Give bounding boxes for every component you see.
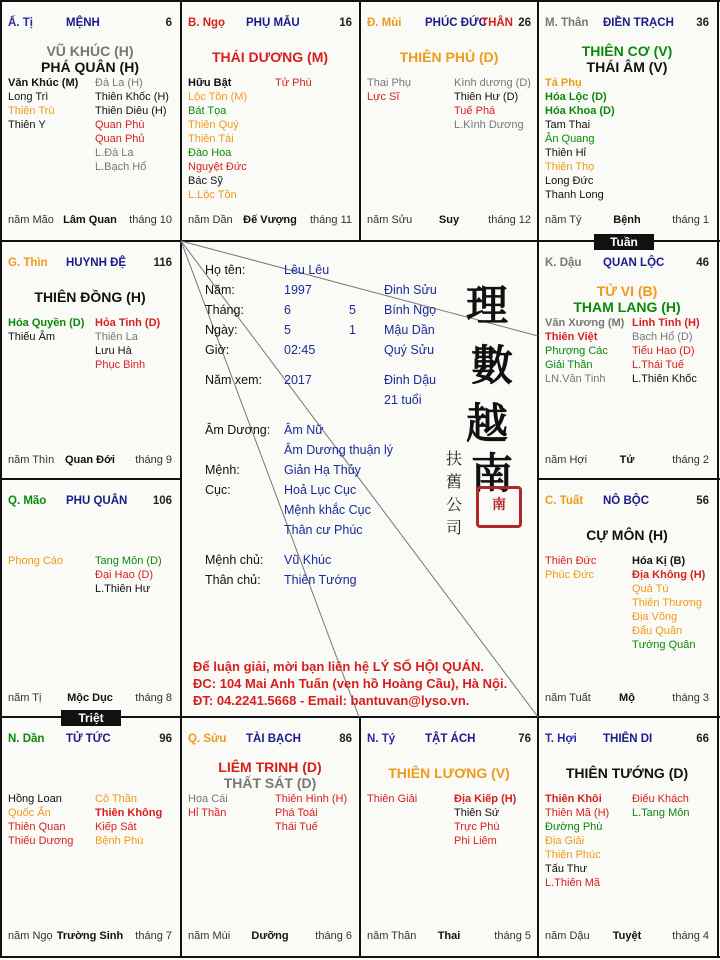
minor-star: Thái Tuế bbox=[275, 821, 318, 833]
minor-star: Phục Binh bbox=[95, 359, 146, 371]
minor-star: Thiên Thương bbox=[632, 597, 703, 609]
minor-star: Tuế Phá bbox=[454, 105, 496, 117]
luu-nien-year: năm Thân bbox=[367, 930, 417, 942]
cuc-label: Cục: bbox=[205, 483, 231, 497]
luu-nien-year: năm Dần bbox=[188, 214, 233, 226]
main-star: THÁI DƯƠNG (M) bbox=[211, 49, 329, 65]
nam-xem-value: 2017 bbox=[284, 373, 312, 387]
minor-star: Nguyệt Đức bbox=[188, 161, 247, 173]
palace-can-chi: Đ. Mùi bbox=[367, 17, 402, 29]
truong-sinh-stage: Đế Vượng bbox=[243, 214, 297, 226]
palace-age-number: 46 bbox=[696, 257, 709, 269]
minor-star: Hỏa Tinh (D) bbox=[95, 317, 161, 329]
truong-sinh-stage: Trường Sinh bbox=[56, 930, 124, 942]
red-seal-stamp: 南 bbox=[476, 486, 522, 528]
minor-star: L.Thái Tuế bbox=[632, 359, 684, 371]
truong-sinh-stage: Suy bbox=[438, 214, 460, 226]
logo-sub-char: 舊 bbox=[446, 472, 463, 491]
minor-star: Địa Giải bbox=[545, 835, 585, 847]
minor-star: Tang Môn (D) bbox=[95, 555, 162, 567]
main-star: THẤT SÁT (D) bbox=[223, 775, 317, 791]
palace-can-chi: N. Dần bbox=[8, 733, 45, 745]
minor-star: Long Trì bbox=[8, 91, 49, 103]
minor-star: Thiên Y bbox=[8, 119, 46, 131]
minor-star: Quan Phủ bbox=[95, 133, 145, 145]
palace-name: ĐIỀN TRẠCH bbox=[603, 17, 674, 29]
main-star: THIÊN TƯỚNG (D) bbox=[565, 765, 689, 781]
main-star: CỰ MÔN (H) bbox=[586, 527, 668, 543]
luu-nien-year: năm Thìn bbox=[8, 454, 55, 466]
menh-value: Giản Hạ Thủy bbox=[284, 463, 361, 477]
truong-sinh-stage: Tuyệt bbox=[612, 930, 642, 942]
minor-star: Kình dương (D) bbox=[454, 77, 531, 89]
palace-name: TẬT ÁCH bbox=[425, 733, 476, 745]
minor-star: Hồng Loan bbox=[8, 793, 62, 805]
palace-name: HUYNH ĐỆ bbox=[66, 257, 127, 269]
luu-nien-year: năm Mão bbox=[8, 214, 54, 226]
minor-star: Thiên Đức bbox=[545, 555, 597, 567]
minor-star: Cô Thần bbox=[95, 793, 137, 805]
than-chu-label: Thân chủ: bbox=[205, 573, 261, 587]
menh-label: Mệnh: bbox=[205, 463, 240, 477]
palace-name: MỆNH bbox=[66, 17, 100, 29]
than-cu-note: Thân cư Phúc bbox=[284, 523, 363, 537]
palace-age-number: 76 bbox=[518, 733, 531, 745]
minor-star: Lực Sĩ bbox=[367, 91, 400, 103]
minor-star: Đường Phù bbox=[545, 821, 603, 833]
palace-can-chi: Q. Mão bbox=[8, 495, 47, 507]
palace-age-number: 116 bbox=[153, 257, 172, 269]
main-star: THÁI ÂM (V) bbox=[586, 59, 668, 75]
minor-star: L.Đà La bbox=[95, 147, 134, 159]
am-duong-label: Âm Dương: bbox=[205, 423, 271, 437]
cuc-value: Hoả Lục Cục bbox=[284, 483, 357, 497]
nam-xem-label: Năm xem: bbox=[205, 373, 262, 387]
ho-ten-label: Họ tên: bbox=[205, 263, 246, 277]
logo-char: 越 bbox=[466, 399, 509, 448]
menh-chu-label: Mệnh chủ: bbox=[205, 553, 264, 567]
minor-star: Thiên Diêu (H) bbox=[95, 105, 167, 117]
palace-can-chi: T. Hợi bbox=[545, 733, 577, 745]
palace-age-number: 36 bbox=[696, 17, 709, 29]
contact-line: Để luận giải, mời bạn liên hệ LÝ SỐ HỘI QUÁN. bbox=[193, 659, 484, 674]
ngay-can-chi: Mậu Dần bbox=[384, 323, 435, 337]
nguyet-han-month: tháng 12 bbox=[488, 214, 531, 226]
minor-star: Thiên Phúc bbox=[545, 849, 601, 861]
minor-star: L.Thiên Khốc bbox=[632, 373, 697, 385]
logo-char: 南 bbox=[471, 449, 514, 498]
minor-star: Thiên Khốc (H) bbox=[95, 91, 169, 103]
truong-sinh-stage: Thai bbox=[437, 930, 461, 942]
thang-label: Tháng: bbox=[205, 303, 244, 317]
truong-sinh-stage: Tử bbox=[619, 454, 635, 466]
main-star: TỬ VI (B) bbox=[596, 283, 658, 299]
minor-star: Đẩu Quân bbox=[632, 625, 683, 637]
minor-star: Thiên Hình (H) bbox=[275, 793, 348, 805]
gio-value: 02:45 bbox=[284, 343, 316, 357]
palace-age-number: 56 bbox=[696, 495, 709, 507]
minor-star: Hóa Kị (B) bbox=[632, 555, 686, 567]
logo-char: 理 bbox=[466, 281, 509, 330]
minor-star: Phượng Các bbox=[545, 345, 608, 357]
main-star: LIÊM TRINH (D) bbox=[218, 759, 322, 775]
center-info bbox=[181, 241, 539, 717]
minor-star: Tướng Quân bbox=[632, 639, 696, 651]
palace-name: NÔ BỘC bbox=[603, 495, 649, 507]
minor-star: Hoa Cái bbox=[188, 793, 228, 805]
nam-value: 1997 bbox=[284, 283, 312, 297]
truong-sinh-stage: Lâm Quan bbox=[63, 214, 117, 226]
truong-sinh-stage: Dưỡng bbox=[251, 930, 289, 942]
gio-can-chi: Quý Sửu bbox=[384, 343, 435, 357]
minor-star: Địa Kiếp (H) bbox=[454, 793, 517, 805]
minor-star: Thiên Thọ bbox=[545, 161, 595, 173]
truong-sinh-stage: Mộc Dục bbox=[67, 692, 113, 704]
than-marker: THÂN bbox=[481, 17, 513, 29]
luu-nien-year: năm Tuất bbox=[545, 692, 591, 704]
minor-star: Thiên Quan bbox=[8, 821, 66, 833]
minor-star: Địa Không (H) bbox=[632, 569, 706, 581]
triet-tag: Triệt bbox=[61, 710, 121, 726]
palace-name: PHỤ MẪU bbox=[246, 17, 300, 29]
minor-star: Thiên Giải bbox=[367, 793, 418, 805]
palace-can-chi: M. Thân bbox=[545, 17, 589, 29]
minor-star: Hữu Bật bbox=[188, 77, 232, 89]
minor-star: L.Lộc Tồn bbox=[188, 189, 237, 201]
minor-star: L.Thiên Hư bbox=[95, 583, 151, 595]
logo-sub-char: 扶 bbox=[446, 449, 463, 468]
palace-age-number: 16 bbox=[339, 17, 352, 29]
minor-star: Thiếu Âm bbox=[8, 331, 56, 343]
palace-name: THIÊN DI bbox=[603, 733, 653, 745]
palace-can-chi: Ấ. Tị bbox=[8, 17, 33, 29]
minor-star: Phúc Đức bbox=[545, 569, 594, 581]
minor-star: L.Bạch Hổ bbox=[95, 161, 147, 173]
minor-star: L.Tang Môn bbox=[632, 807, 690, 819]
luu-nien-year: năm Tý bbox=[545, 214, 582, 226]
palace-name: PHU QUÂN bbox=[66, 495, 128, 507]
nam-can-chi: Đinh Sửu bbox=[384, 283, 437, 297]
nguyet-han-month: tháng 1 bbox=[672, 214, 709, 226]
thang-duong: 6 bbox=[284, 303, 291, 317]
gio-label: Giờ: bbox=[205, 343, 230, 357]
minor-star: Quan Phù bbox=[95, 119, 145, 131]
minor-star: Quả Tú bbox=[632, 583, 669, 595]
nguyet-han-month: tháng 9 bbox=[135, 454, 172, 466]
minor-star: Văn Xương (M) bbox=[545, 317, 625, 329]
minor-star: Lưu Hà bbox=[95, 345, 132, 357]
minor-star: Hóa Quyền (D) bbox=[8, 317, 85, 329]
minor-star: Thiên Hư (D) bbox=[454, 91, 519, 103]
minor-star: Thiên Hỉ bbox=[545, 147, 586, 159]
logo-char: 數 bbox=[471, 341, 514, 390]
main-star: PHÁ QUÂN (H) bbox=[41, 59, 139, 75]
palace-name: QUAN LỘC bbox=[603, 257, 665, 269]
palace-age-number: 106 bbox=[152, 495, 172, 507]
truong-sinh-stage: Mộ bbox=[619, 692, 635, 704]
minor-star: Thiếu Dương bbox=[8, 835, 74, 847]
nguyet-han-month: tháng 11 bbox=[309, 214, 352, 226]
palace-age-number: 66 bbox=[696, 733, 709, 745]
nguyet-han-month: tháng 4 bbox=[672, 930, 709, 942]
palace-can-chi: Q. Sửu bbox=[188, 733, 227, 745]
minor-star: Đại Hao (D) bbox=[95, 569, 154, 581]
minor-star: Long Đức bbox=[545, 175, 594, 187]
minor-star: Tả Phụ bbox=[545, 77, 582, 89]
minor-star: Bác Sỹ bbox=[188, 175, 223, 187]
main-star: THAM LANG (H) bbox=[573, 299, 681, 315]
palace-can-chi: C. Tuất bbox=[545, 495, 584, 507]
palace-age-number: 6 bbox=[165, 17, 172, 29]
minor-star: Đào Hoa bbox=[188, 147, 232, 159]
minor-star: Thiên Mã (H) bbox=[545, 807, 610, 819]
luu-nien-year: năm Mùi bbox=[188, 930, 231, 942]
cuc-note: Mệnh khắc Cục bbox=[284, 503, 371, 517]
nguyet-han-month: tháng 3 bbox=[672, 692, 709, 704]
minor-star: Tam Thai bbox=[545, 119, 591, 131]
thang-am: 5 bbox=[349, 303, 356, 317]
nguyet-han-month: tháng 8 bbox=[135, 692, 172, 704]
minor-star: Phong Cáo bbox=[8, 555, 64, 567]
minor-star: Thai Phụ bbox=[367, 77, 412, 89]
palace-name: TÀI BẠCH bbox=[246, 733, 301, 745]
nguyet-han-month: tháng 7 bbox=[135, 930, 172, 942]
nguyet-han-month: tháng 6 bbox=[315, 930, 352, 942]
palace-can-chi: N. Tý bbox=[367, 733, 396, 745]
address-line: ĐC: 104 Mai Anh Tuấn (ven hồ Hoàng Cầu), Hà Nội. bbox=[193, 676, 508, 691]
minor-star: Địa Võng bbox=[632, 611, 678, 623]
phone-email-line: ĐT: 04.2241.5668 - Email: bantuvan@lyso.vn. bbox=[193, 693, 470, 708]
ngay-am: 1 bbox=[349, 323, 356, 337]
palace-name: TỬ TỨC bbox=[66, 733, 111, 745]
thang-can-chi: Bính Ngọ bbox=[384, 303, 437, 317]
minor-star: Phá Toái bbox=[275, 807, 318, 819]
minor-star: L.Thiên Mã bbox=[545, 877, 601, 889]
minor-star: L.Kình Dương bbox=[454, 119, 524, 131]
luu-nien-year: năm Dậu bbox=[545, 930, 590, 942]
tuan-tag: Tuần bbox=[594, 234, 654, 250]
logo-sub-char: 公 bbox=[446, 495, 463, 514]
luu-nien-year: năm Tị bbox=[8, 692, 42, 704]
minor-star: Kiếp Sát bbox=[95, 821, 137, 833]
minor-star: Tiểu Hao (D) bbox=[632, 345, 695, 357]
main-star: THIÊN PHỦ (D) bbox=[399, 49, 499, 65]
than-chu-value: Thiên Tướng bbox=[284, 573, 357, 587]
ngay-duong: 5 bbox=[284, 323, 291, 337]
luu-nien-year: năm Ngọ bbox=[8, 930, 53, 942]
minor-star: Quốc Ấn bbox=[8, 807, 51, 819]
palace-can-chi: G. Thìn bbox=[8, 257, 48, 269]
menh-chu-value: Vũ Khúc bbox=[284, 553, 332, 567]
minor-star: Đà La (H) bbox=[95, 77, 143, 89]
minor-star: Ân Quang bbox=[545, 133, 595, 145]
minor-star: Bạch Hổ (D) bbox=[632, 331, 693, 343]
logo-sub-char: 司 bbox=[446, 518, 463, 537]
luu-nien-year: năm Hợi bbox=[545, 454, 588, 466]
minor-star: Thiên La bbox=[95, 331, 138, 343]
nam-xem-can-chi: Đinh Dậu bbox=[384, 373, 437, 387]
minor-star: Bát Tọa bbox=[188, 105, 227, 117]
minor-star: Giải Thần bbox=[545, 359, 593, 371]
truong-sinh-stage: Bệnh bbox=[613, 214, 641, 226]
minor-star: LN.Văn Tinh bbox=[545, 373, 606, 385]
minor-star: Trực Phù bbox=[454, 821, 500, 833]
main-star: THIÊN LƯƠNG (V) bbox=[388, 765, 510, 781]
minor-star: Phi Liêm bbox=[454, 835, 497, 847]
ho-ten-value: Lêu Lêu bbox=[284, 263, 330, 277]
palace-age-number: 26 bbox=[518, 17, 531, 29]
nguyet-han-month: tháng 10 bbox=[129, 214, 172, 226]
nguyet-han-month: tháng 5 bbox=[494, 930, 531, 942]
am-duong-note: Âm Dương thuận lý bbox=[284, 443, 393, 457]
minor-star: Hóa Khoa (D) bbox=[545, 105, 615, 117]
minor-star: Thiên Quý bbox=[188, 119, 239, 131]
minor-star: Thiên Trù bbox=[8, 105, 55, 117]
nam-label: Năm: bbox=[205, 283, 235, 297]
truong-sinh-stage: Quan Đới bbox=[65, 454, 115, 466]
minor-star: Bệnh Phù bbox=[95, 835, 144, 847]
minor-star: Tấu Thư bbox=[545, 863, 588, 875]
main-star: THIÊN ĐỒNG (H) bbox=[34, 289, 146, 305]
ngay-label: Ngày: bbox=[205, 323, 238, 337]
minor-star: Thiên Không bbox=[95, 807, 163, 819]
minor-star: Linh Tinh (H) bbox=[632, 317, 700, 329]
main-star: THIÊN CƠ (V) bbox=[581, 43, 673, 59]
palace-can-chi: B. Ngọ bbox=[188, 17, 226, 29]
minor-star: Thiên Khôi bbox=[545, 793, 602, 805]
palace-name: PHÚC ĐỨC bbox=[425, 17, 487, 29]
minor-star: Văn Khúc (M) bbox=[8, 77, 79, 89]
minor-star: Hóa Lộc (D) bbox=[545, 91, 607, 103]
nguyet-han-month: tháng 2 bbox=[672, 454, 709, 466]
minor-star: Thiên Sứ bbox=[454, 807, 500, 819]
minor-star: Lộc Tồn (M) bbox=[188, 91, 248, 103]
minor-star: Điếu Khách bbox=[632, 793, 689, 805]
main-star: VŨ KHÚC (H) bbox=[46, 43, 134, 59]
minor-star: Thiên Tài bbox=[188, 133, 234, 145]
luu-nien-year: năm Sửu bbox=[367, 214, 413, 226]
tuoi-value: 21 tuổi bbox=[384, 393, 422, 407]
palace-age-number: 86 bbox=[339, 733, 352, 745]
minor-star: Hỉ Thần bbox=[188, 807, 227, 819]
palace-age-number: 96 bbox=[159, 733, 172, 745]
minor-star: Thanh Long bbox=[545, 189, 604, 201]
minor-star: Tử Phù bbox=[275, 77, 312, 89]
palace-can-chi: K. Dậu bbox=[545, 257, 582, 269]
minor-star: Thiên Việt bbox=[545, 331, 598, 343]
am-duong-value: Âm Nữ bbox=[284, 423, 324, 437]
